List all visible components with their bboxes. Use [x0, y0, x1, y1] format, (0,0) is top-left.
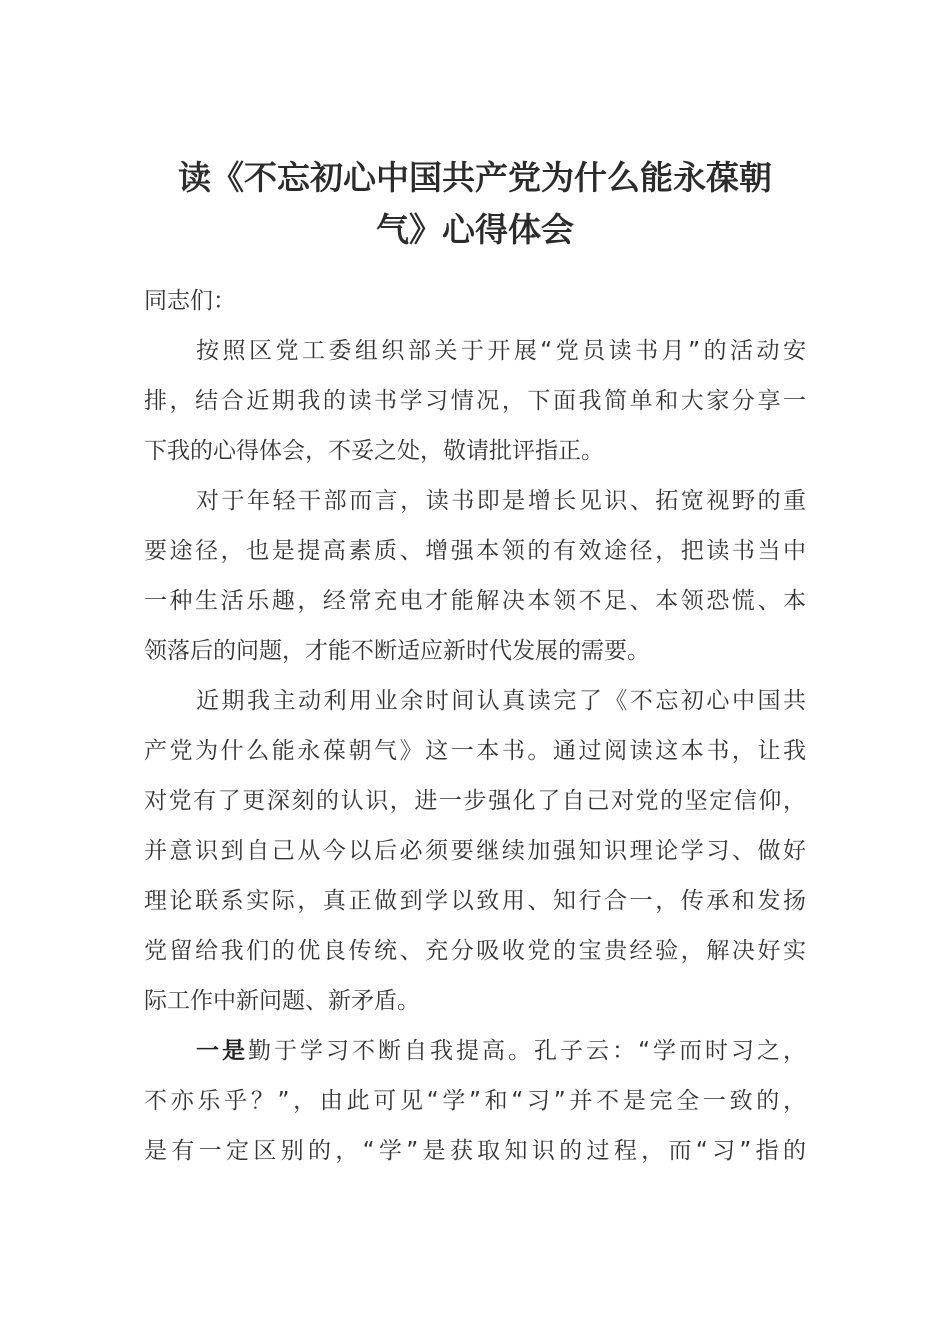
- paragraph-1: [144, 326, 806, 476]
- paragraph-line: 理论联系实际，真正做到学以致用、知行合一，传承和发扬: [144, 888, 806, 914]
- title-line-2: 气》心得体会: [376, 210, 574, 249]
- paragraph-line: 要途径，也是提高素质、增强本领的有效途径，把读书当中: [144, 538, 806, 564]
- paragraph-line: 是有一定区别的，“学”是获取知识的过程，而“习”指的: [144, 1138, 806, 1164]
- point-text: 勤于学习不断自我提高。孔子云：“学而时习之，: [248, 1038, 806, 1064]
- paragraph-line: 对党有了更深刻的认识，进一步强化了自己对党的坚定信仰，: [144, 788, 806, 814]
- paragraph-4: [144, 1026, 806, 1176]
- paragraph-line: 一种生活乐趣，经常充电才能解决本领不足、本领恐慌、本: [144, 588, 806, 614]
- paragraph-line: 近期我主动利用业余时间认真读完了《不忘初心中国共: [196, 688, 806, 714]
- document-title: [144, 152, 806, 256]
- paragraph-line: 按照区党工委组织部关于开展“党员读书月”的活动安: [196, 338, 806, 364]
- paragraph-line: 际工作中新问题、新矛盾。: [144, 988, 420, 1014]
- paragraph-line: [144, 1026, 806, 1076]
- paragraph-line: 不亦乐乎？”，由此可见“学”和“习”并不是完全一致的，: [144, 1088, 806, 1114]
- salutation: 同志们：: [144, 288, 236, 314]
- paragraph-line: 对于年轻干部而言，读书即是增长见识、拓宽视野的重: [196, 488, 806, 514]
- title-line-1: 读《不忘初心中国共产党为什么能永葆朝: [178, 158, 772, 197]
- document-body: [144, 276, 806, 1176]
- paragraph-line: 领落后的问题，才能不断适应新时代发展的需要。: [144, 638, 650, 664]
- paragraph-2: [144, 476, 806, 676]
- paragraph-line: 党留给我们的优良传统、充分吸收党的宝贵经验，解决好实: [144, 938, 806, 964]
- point-lead: 一是: [196, 1038, 249, 1064]
- paragraph-line: 并意识到自己从今以后必须要继续加强知识理论学习、做好: [144, 838, 806, 864]
- paragraph-3: [144, 676, 806, 1026]
- paragraph-line: 排，结合近期我的读书学习情况，下面我简单和大家分享一: [144, 388, 806, 414]
- paragraph-line: 产党为什么能永葆朝气》这一本书。通过阅读这本书，让我: [144, 738, 806, 764]
- paragraph-line: 下我的心得体会，不妥之处，敬请批评指正。: [144, 438, 604, 464]
